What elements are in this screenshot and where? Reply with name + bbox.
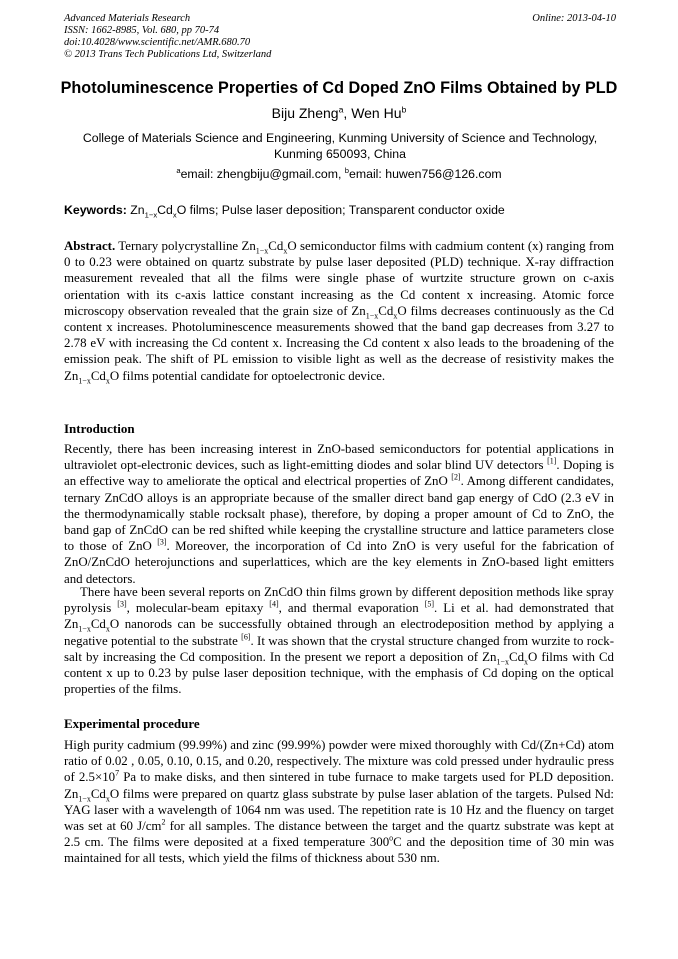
body-text: Recently, there has been increasing interest in ZnO-based semiconductors for potential applications in ultraviolet opt-electronic devices, such as light-emitting diodes and solar blind UV detectors <box>64 442 614 473</box>
body-text: There have been several reports on ZnCdO thin films grown by different deposition methods like spray pyrolysis <box>64 585 614 616</box>
intro-paragraph <box>64 584 614 697</box>
journal-name: Advanced Materials Research <box>64 13 191 24</box>
keyword-subscript: 1−x <box>144 210 158 220</box>
intro-paragraph <box>64 441 614 587</box>
body-text: Pa to make disks, and then sintered in tube furnace to make targets used for PLD deposition. Zn <box>64 770 614 801</box>
keywords <box>64 202 624 218</box>
superscript: 2 <box>161 817 166 827</box>
abstract-text: O films potential candidate for optoelectronic device. <box>109 368 386 383</box>
subscript: 1−x <box>78 624 91 634</box>
subscript: x <box>283 246 288 256</box>
body-text: , and thermal evaporation <box>278 601 425 616</box>
subscript: 1−x <box>255 246 269 256</box>
citation: [3] <box>117 599 127 609</box>
author-mark: a <box>338 104 344 115</box>
body-text: . Doping is an effective way to ameliorate the optical and electrical properties of ZnO <box>64 458 614 489</box>
subscript: 1−x <box>78 794 91 804</box>
subscript: x <box>105 376 110 386</box>
citation: [1] <box>547 456 557 466</box>
author-list <box>40 104 638 122</box>
subscript: 1−x <box>365 311 379 321</box>
abstract-label: Abstract. <box>64 239 116 253</box>
keyword-text: Cd <box>157 203 173 217</box>
body-text: Cd <box>508 649 525 664</box>
abstract-text: Ternary polycrystalline Zn <box>115 239 256 253</box>
paper-title: Photoluminescence Properties of Cd Doped ZnO Films Obtained by PLD <box>60 79 618 97</box>
author-mark: b <box>401 104 407 115</box>
keywords-label: Keywords: <box>64 203 127 217</box>
section-heading: Experimental procedure <box>64 716 200 731</box>
journal-issn: ISSN: 1662-8985, Vol. 680, pp 70-74 <box>64 25 220 36</box>
email-b: email: huwen756@126.com <box>349 167 502 181</box>
body-text: . Li et al. had demonstrated that Zn <box>64 601 614 632</box>
journal-doi: doi:10.4028/www.scientific.net/AMR.680.70 <box>64 37 251 48</box>
body-text: . Moreover, the incorporation of Cd into ZnO is very useful for the fabrication of ZnO/ZnCdO heterojunctions and superlattices, which are the key elements in ZnO-based light emitters and detectors. <box>64 539 614 586</box>
email-mark: b <box>344 165 350 175</box>
subscript: x <box>105 794 110 804</box>
affiliation: College of Materials Science and Engineering, Kunming University of Science and Technology, Kunming 650093, China <box>82 131 598 161</box>
body-text: C and the deposition time of 30 min was maintained for all tests, which yield the films of thickness about 530 nm. <box>64 835 614 866</box>
journal-copyright: © 2013 Trans Tech Publications Ltd, Switzerland <box>64 49 272 60</box>
body-text: Cd <box>90 617 106 632</box>
experimental-paragraph <box>64 737 614 867</box>
online-date: Online: 2013-04-10 <box>532 13 616 24</box>
superscript: o <box>389 833 394 843</box>
body-text: , molecular-beam epitaxy <box>126 601 270 616</box>
author-separator: , <box>343 105 352 121</box>
abstract-text: Cd <box>268 239 284 253</box>
body-text: . Among different candidates, ternary ZnCdO alloys is an appropriate because of the smaller direct band gap energy of CdO (2.3 eV in the thermodynamically stable rocksalt phase), therefore, by doping a proper amount of Cd to ZnO, the band gap of ZnCdO can be red shifted while keeping the crystalline structure and lattice parameters close to those of ZnO <box>64 474 614 554</box>
citation: [6] <box>241 632 251 642</box>
citation: [2] <box>451 473 461 483</box>
author-name: Biju Zheng <box>271 105 339 121</box>
author-name: Wen Hu <box>351 105 402 121</box>
keyword-text: O films; Pulse laser deposition; Transparent conductor oxide <box>176 203 505 217</box>
subscript: x <box>524 657 529 667</box>
email-line <box>40 166 638 182</box>
body-text: Cd <box>90 786 106 801</box>
keyword-text: Zn <box>126 203 145 217</box>
keyword-subscript: x <box>172 210 177 220</box>
abstract-text: Cd <box>90 368 106 383</box>
abstract-text: Cd <box>378 303 394 318</box>
citation: [4] <box>269 599 279 609</box>
subscript: 1−x <box>78 376 91 386</box>
email-mark: a <box>176 165 181 175</box>
abstract-text: O films decreases continuously as the Cd content x increases. Photoluminescence measurements showed that the band gap decreases from 3.27 to 2.78 eV with increasing the Cd content x. Increasing the Cd content x also leads to the broadening of the emission peak. The shift of PL emission to visible light as well as the decrease of resistivity makes the Zn <box>64 303 614 383</box>
body-text: for all samples. The distance between the target and the quartz substrate was kept at 2.5 cm. The films were deposited at a fixed temperature 300 <box>64 819 614 850</box>
abstract-text: O semiconductor films with cadmium content (x) ranging from 0 to 0.23 were obtained on quartz substrate by pulse laser deposited (PLD) technique. X-ray diffraction measurement revealed that all the films were single phase of wurtzite structure grown on c-axis orientation with its c-axis lattice constant increasing as the Cd content x increasing. Atomic force microscopy observation revealed that the grain size of Zn <box>64 239 614 318</box>
citation: [3] <box>157 537 167 547</box>
body-text: High purity cadmium (99.99%) and zinc (99.99%) powder were mixed thoroughly with Cd/(Zn+Cd) atom ratio of 0.02 , 0.05, 0.10, 0.15, and 0.20, respectively. The mixture was cold pressed under hydraulic press of 2.5×10 <box>64 738 614 785</box>
abstract <box>64 238 614 384</box>
journal-header <box>64 13 616 61</box>
section-heading: Introduction <box>64 421 135 436</box>
body-text: . It was shown that the crystal structure changed from wurzite to rock-salt by increasing the Cd composition. In the present we report a deposition of Zn <box>64 633 614 664</box>
superscript: 7 <box>115 769 120 779</box>
subscript: 1−x <box>496 657 509 667</box>
subscript: x <box>105 624 110 634</box>
email-a: email: zhengbiju@gmail.com, <box>180 167 345 181</box>
body-text: O films were prepared on quartz glass substrate by pulse laser ablation of the targets. Pulsed Nd: YAG laser with a wavelength of 1064 nm was used. The repetition rate is 10 Hz and the fluency on target was set at 60 J/cm <box>64 786 614 834</box>
citation: [5] <box>424 599 435 609</box>
body-text: O films with Cd content x up to 0.23 by pulse laser deposition technique, with the emphasis of Cd doping on the optical properties of the films. <box>64 649 615 697</box>
subscript: x <box>393 311 398 321</box>
body-text: O nanorods can be successfully obtained through an electrodeposition method by applying a negative potential to the substrate <box>64 617 614 648</box>
